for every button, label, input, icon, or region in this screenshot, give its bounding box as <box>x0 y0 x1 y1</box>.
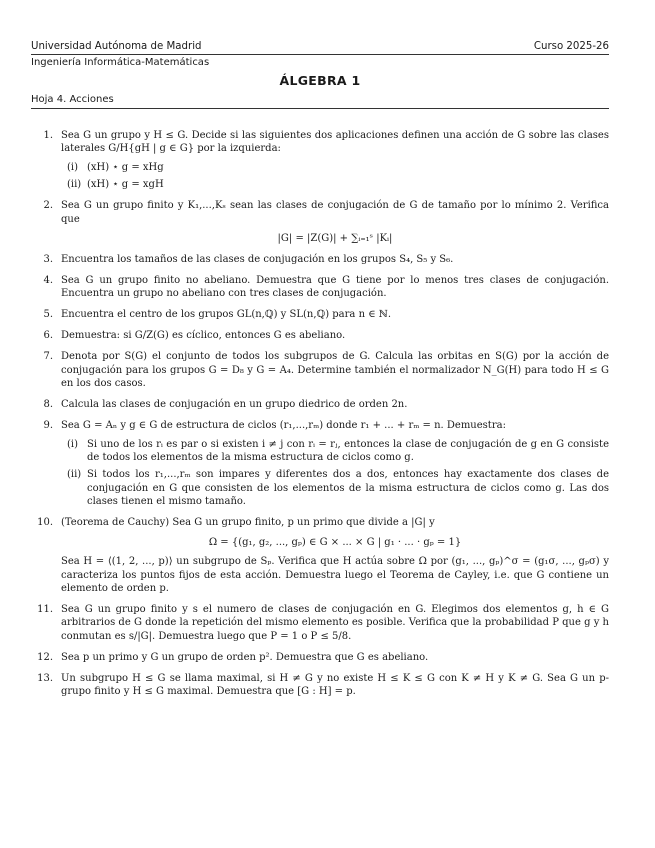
subitem <box>61 161 609 174</box>
document-page <box>31 40 609 706</box>
exercise-text: Un subgrupo H ≤ G se llama maximal, si H ≠ G y no existe H ≤ K ≤ G con K ≠ H y K ≠ G. Sea G un p-grupo finito y H ≤ G maximal. Demuestra que [G : H] = p. <box>61 672 609 698</box>
subitem-text: (xH) ⋆ g = xHg <box>87 161 164 173</box>
exercise-item <box>31 308 609 321</box>
exercise-number: 9. <box>43 420 53 432</box>
exercise-text: Encuentra los tamaños de las clases de conjugación en los grupos S₄, S₅ y S₆. <box>61 254 454 266</box>
subitem <box>61 468 609 508</box>
exercise-text: Calcula las clases de conjugación en un grupo diedrico de orden 2n. <box>61 399 408 411</box>
subitem-list <box>61 161 609 192</box>
exercise-text: Denota por S(G) el conjunto de todos los subgrupos de G. Calcula las orbitas en S(G) por la acción de conjugación para los grupos G = D₈ y G = A₄. Determine también el normalizador N_G(H) para todo H ≤ G en los dos casos. <box>61 351 609 390</box>
exercise-item <box>31 419 609 508</box>
exercise-item <box>31 329 609 342</box>
exercise-text: Sea G un grupo finito no abeliano. Demuestra que G tiene por lo menos tres clases de conjugación. Encuentra un grupo no abeliano con tres clases de conjugación. <box>61 275 609 300</box>
subitem-label: (i) <box>67 161 79 173</box>
subitem-label: (i) <box>67 438 79 450</box>
exercise-item <box>31 129 609 192</box>
exercise-number: 5. <box>43 309 53 321</box>
exercise-continuation: Sea H = ⟨(1, 2, ..., p)⟩ un subgrupo de Sₚ. Verifica que H actúa sobre Ω por (g₁, ..., gₚ)^σ = (g₁σ, ..., gₚσ) y caracteriza los puntos fijos de esta acción. Demuestra luego el Teorema de Cayley, i.e. que G contiene un elemento de orden p. <box>61 556 609 594</box>
exercise-number: 10. <box>37 517 53 529</box>
exercise-text: Encuentra el centro de los grupos GL(n,ℚ) y SL(n,ℚ) para n ∈ ℕ. <box>61 309 392 321</box>
exercise-item <box>31 603 609 643</box>
subitem-text: Si todos los r₁,...,rₘ son impares y diferentes dos a dos, entonces hay exactamente dos clases de conjugación en G que consisten de los elementos de la misma estructura de ciclos como g. Las dos clases tienen el mismo tamaño. <box>87 469 609 508</box>
exercise-list <box>31 129 609 699</box>
exercise-number: 3. <box>43 254 53 266</box>
exercise-number: 13. <box>37 672 53 684</box>
exercise-text: Sea G un grupo finito y K₁,...,Kₛ sean las clases de conjugación de G de tamaño por lo mínimo 2. Verifica que <box>61 200 609 225</box>
page-title: ÁLGEBRA 1 <box>279 73 361 88</box>
exercise-text: (Teorema de Cauchy) Sea G un grupo finito, p un primo que divide a |G| y <box>61 517 435 529</box>
exercise-number: 8. <box>43 399 53 411</box>
subitem-text: (xH) ⋆ g = xgH <box>87 179 164 191</box>
header-row <box>31 40 609 53</box>
exercise-item <box>31 199 609 245</box>
exercise-item <box>31 651 609 664</box>
exercise-number: 7. <box>43 351 53 363</box>
exercise-number: 12. <box>37 651 53 663</box>
exercise-text: Sea G un grupo y H ≤ G. Decide si las siguientes dos aplicaciones definen una acción de G sobre las clases laterales G/H{gH | g ∈ G} por la izquierda: <box>61 130 609 155</box>
exercise-item <box>31 672 609 699</box>
exercise-item <box>31 350 609 390</box>
subitem-label: (ii) <box>67 179 82 191</box>
subitem <box>61 178 609 191</box>
exercise-item <box>31 274 609 301</box>
exercise-number: 4. <box>43 275 53 287</box>
university-name: Universidad Autónoma de Madrid <box>31 41 202 52</box>
degree-name: Ingeniería Informática-Matemáticas <box>31 57 210 68</box>
header-rule <box>31 54 609 55</box>
exercise-item <box>31 516 609 595</box>
exercise-number: 1. <box>43 130 53 141</box>
display-formula: |G| = |Z(G)| + ∑ᵢ₌₁ˢ |Kᵢ| <box>277 233 393 245</box>
course-year: Curso 2025-26 <box>533 41 609 52</box>
exercise-item <box>31 253 609 266</box>
exercise-text: Sea G = Aₙ y g ∈ G de estructura de ciclos (r₁,...,rₘ) donde r₁ + ... + rₘ = n. Demuestra: <box>61 420 506 432</box>
sheet-title: Hoja 4. Acciones <box>31 94 114 105</box>
display-formula: Ω = {(g₁, g₂, ..., gₚ) ∈ G × ... × G | g₁ · ... · gₚ = 1} <box>208 536 462 548</box>
subitem <box>61 438 609 465</box>
subitem-list <box>61 438 609 509</box>
subitem-label: (ii) <box>67 469 82 481</box>
subitem-text: Si uno de los rᵢ es par o si existen i ≠ j con rᵢ = rⱼ, entonces la clase de conjugación de g en G consiste de todos los elementos de la misma estructura de ciclos como g. <box>87 438 609 464</box>
exercise-text: Sea p un primo y G un grupo de orden p². Demuestra que G es abeliano. <box>61 651 429 663</box>
exercise-number: 2. <box>43 200 53 212</box>
sheet-rule <box>31 108 609 109</box>
exercise-text: Sea G un grupo finito y s el numero de clases de conjugación en G. Elegimos dos elementos g, h ∈ G arbitrarios de G donde la repetición del mismo elemento es posible. Verifica que la probabilidad P que g y h conmutan es s/|G|. Demuestra luego que P = 1 o P ≤ 5/8. <box>61 603 609 642</box>
exercise-item <box>31 398 609 411</box>
exercise-text: Demuestra: si G/Z(G) es cíclico, entonces G es abeliano. <box>61 330 346 342</box>
exercise-number: 6. <box>43 330 53 342</box>
exercise-number: 11. <box>37 603 53 615</box>
